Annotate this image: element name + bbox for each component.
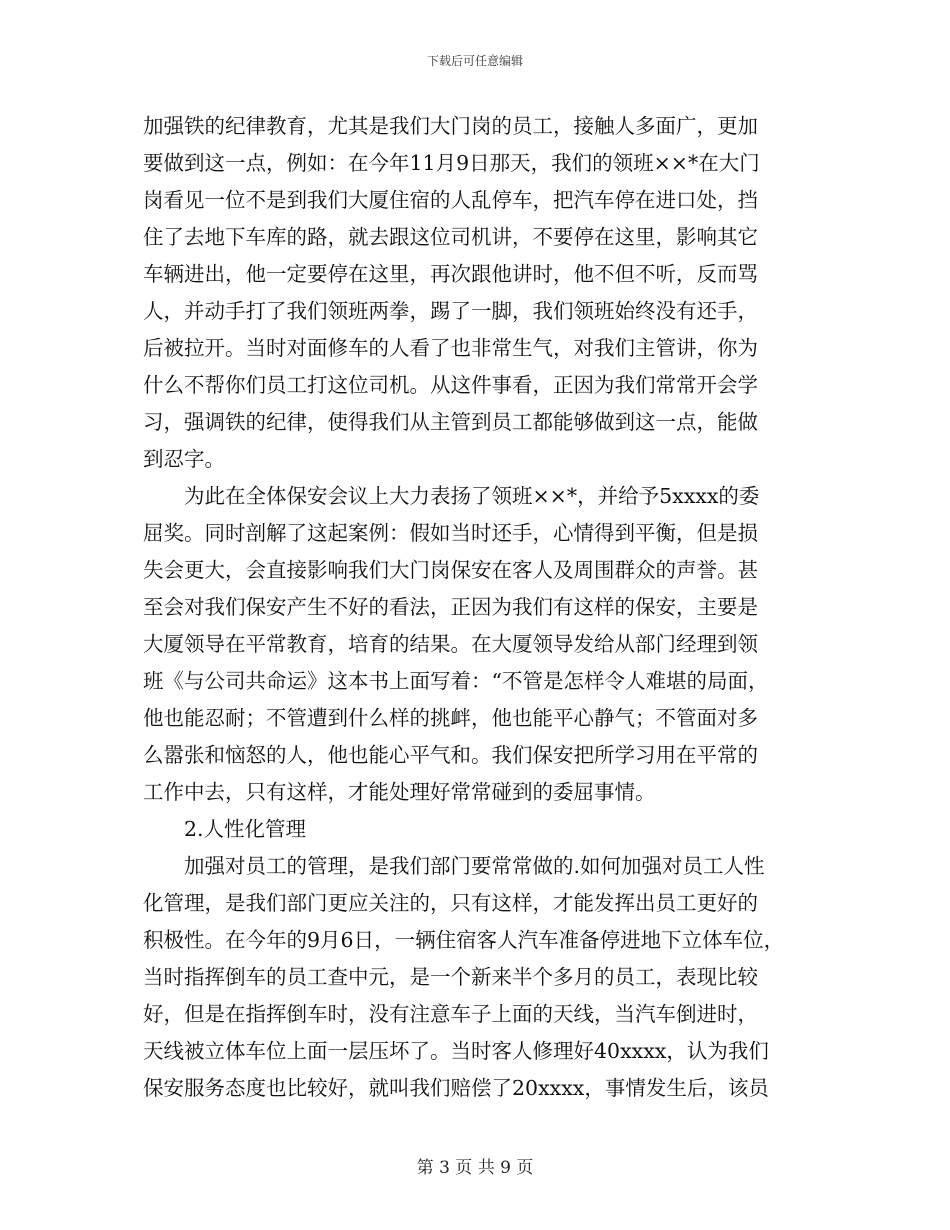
text-line: 至会对我们保安产生不好的看法，正因为我们有这样的保安，主要是 (143, 595, 758, 619)
section-heading: 2.人性化管理 (143, 817, 307, 841)
text-line: 屈奖。同时剖解了这起案例：假如当时还手，心情得到平衡，但是损 (143, 521, 758, 545)
text-line: 积极性。在今年的9月6日，一辆住宿客人汽车准备停进地下立体车位， (143, 928, 785, 952)
text-line: 化管理，是我们部门更应关注的，只有这样，才能发挥出员工更好的 (143, 891, 758, 915)
text-line: 要做到这一点，例如：在今年11月9日那天，我们的领班××*在大门 (143, 151, 760, 175)
text-line: 工作中去，只有这样，才能处理好常常碰到的委屈事情。 (143, 780, 656, 804)
page-header: 下载后可任意编辑 (426, 54, 523, 68)
text-line: 习，强调铁的纪律，使得我们从主管到员工都能够做到这一点，能做 (143, 410, 758, 434)
text-line: 他也能忍耐；不管遭到什么样的挑衅，他也能平心静气；不管面对多 (143, 706, 758, 730)
text-line: 么嚣张和恼怒的人，他也能心平气和。我们保安把所学习用在平常的 (143, 743, 758, 767)
text-line: 大厦领导在平常教育，培育的结果。在大厦领导发给从部门经理到领 (143, 632, 758, 656)
text-line: 加强铁的纪律教育，尤其是我们大门岗的员工，接触人多面广，更加 (143, 114, 758, 138)
text-line: 天线被立体车位上面一层压坏了。当时客人修理好40xxxx，认为我们 (143, 1039, 769, 1063)
text-line: 人，并动手打了我们领班两拳，踢了一脚，我们领班始终没有还手， (143, 299, 758, 323)
text-line: 班《与公司共命运》这本书上面写着：“不管是怎样令人难堪的局面， (143, 669, 769, 693)
text-line: 为此在全体保安会议上大力表扬了领班××*，并给予5xxxx的委 (143, 484, 760, 508)
text-line: 车辆进出，他一定要停在这里，再次跟他讲时，他不但不听，反而骂 (143, 262, 758, 286)
text-line: 住了去地下车库的路，就去跟这位司机讲，不要停在这里，影响其它 (143, 225, 758, 249)
text-line: 加强对员工的管理，是我们部门要常常做的.如何加强对员工人性 (143, 854, 765, 878)
text-line: 失会更大，会直接影响我们大门岗保安在客人及周围群众的声誉。甚 (143, 558, 758, 582)
text-line: 当时指挥倒车的员工查中元，是一个新来半个多月的员工，表现比较 (143, 965, 758, 989)
text-line: 好，但是在指挥倒车时，没有注意车子上面的天线，当汽车倒进时， (143, 1002, 758, 1026)
document-body (143, 108, 823, 1107)
text-line: 到忍字。 (143, 447, 225, 471)
page-footer: 第 3 页 共 9 页 (416, 1158, 534, 1178)
text-line: 什么不帮你们员工打这位司机。从这件事看，正因为我们常常开会学 (143, 373, 758, 397)
text-line: 后被拉开。当时对面修车的人看了也非常生气，对我们主管讲，你为 (143, 336, 758, 360)
text-line: 岗看见一位不是到我们大厦住宿的人乱停车，把汽车停在进口处，挡 (143, 188, 758, 212)
text-line: 保安服务态度也比较好，就叫我们赔偿了20xxxx，事情发生后，该员 (143, 1076, 769, 1100)
